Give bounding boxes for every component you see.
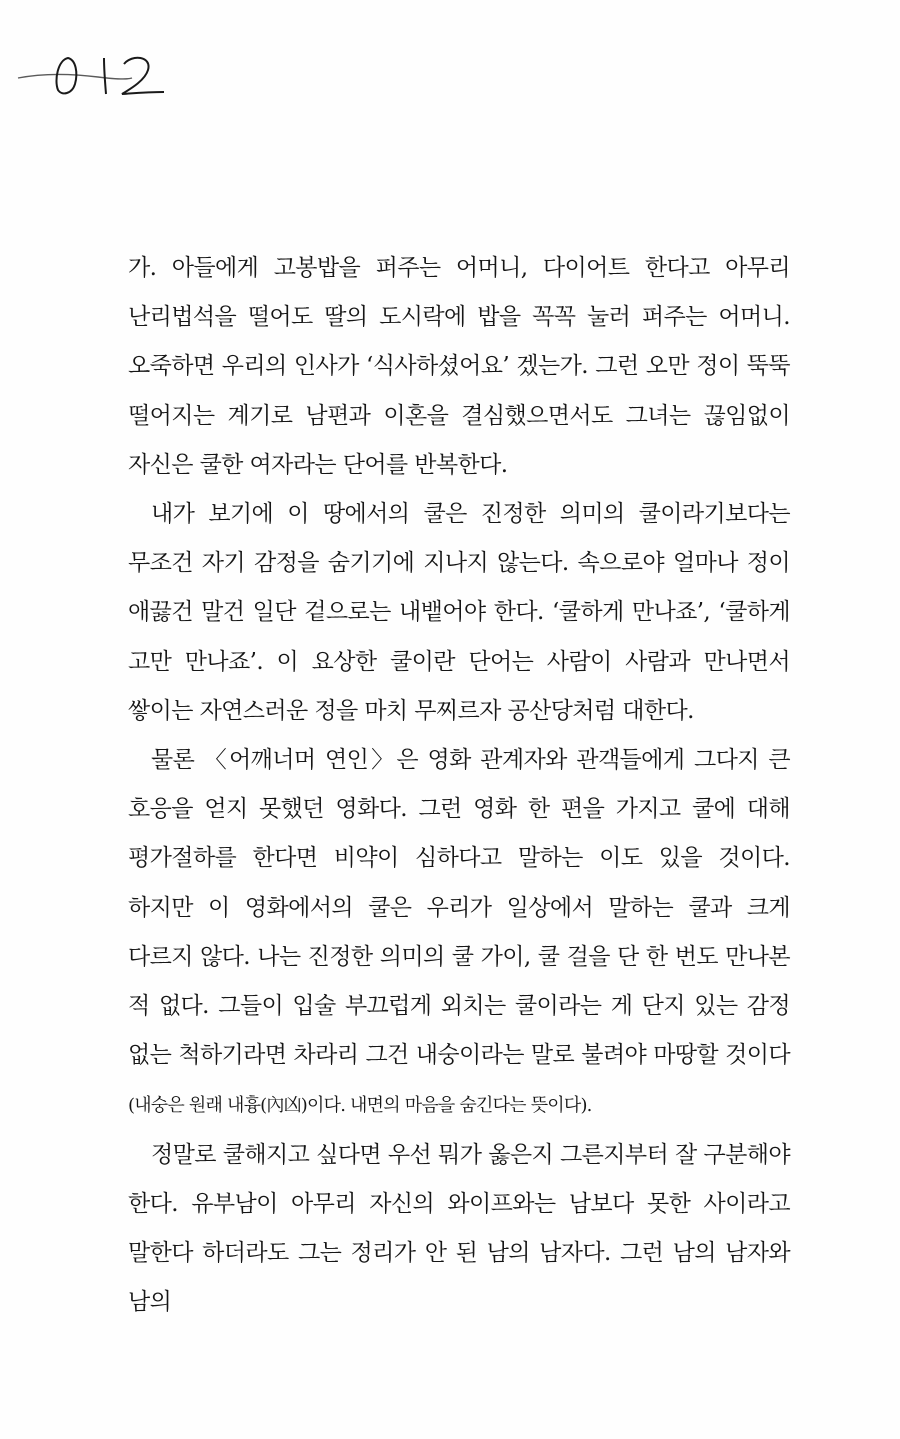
- paragraph-2: 내가 보기에 이 땅에서의 쿨은 진정한 의미의 쿨이라기보다는 무조건 자기 감정을 숨기기에 지나지 않는다. 속으로야 얼마나 정이 애끓건 말건 일단 겉으로는 내뱉어야 한다. ‘쿨하게 만나죠’, ‘쿨하게 고만 만나죠’. 이 요상한 쿨이란 단어는 사람이 사람과 만나면서 쌓이는 자연스러운 정을 마치 무찌르자 공산당처럼 대한다.: [128, 501, 790, 724]
- paragraph-4: 정말로 쿨해지고 싶다면 우선 뭐가 옳은지 그른지부터 잘 구분해야 한다. 유부남이 아무리 자신의 와이프와는 남보다 못한 사이라고 말한다 하더라도 그는 정리가 안 된 남의 남자다. 그런 남의 남자와 남의: [128, 1141, 790, 1316]
- paragraph-3: [128, 736, 790, 1131]
- paragraph-3-text: 물론 〈어깨너머 연인〉은 영화 관계자와 관객들에게 그다지 큰 호응을 얻지 못했던 영화다. 그런 영화 한 편을 가지고 쿨에 대해 평가절하를 한다면 비약이 심하다고 말하는 이도 있을 것이다. 하지만 이 영화에서의 쿨은 우리가 일상에서 말하는 쿨과 크게 다르지 않다. 나는 진정한 의미의 쿨 가이, 쿨 걸을 단 한 번도 만나본 적 없다. 그들이 입술 부끄럽게 외치는 쿨이라는 게 단지 있는 감정 없는 척하기라면 차라리 그건 내숭이라는 말로 불려야 마땅할 것이다: [128, 747, 790, 1069]
- page-number: [14, 40, 174, 110]
- body-text: [128, 244, 790, 1327]
- footnote-inline: (내숭은 원래 내흉(內凶)이다. 내면의 마음을 숨긴다는 뜻이다).: [128, 1095, 592, 1117]
- paragraph-1: 가. 아들에게 고봉밥을 퍼주는 어머니, 다이어트 한다고 아무리 난리법석을 떨어도 딸의 도시락에 밥을 꼭꼭 눌러 퍼주는 어머니. 오죽하면 우리의 인사가 ‘식사하셨어요’ 겠는가. 그런 오만 정이 뚝뚝 떨어지는 계기로 남편과 이혼을 결심했으면서도 그녀는 끊임없이 자신은 쿨한 여자라는 단어를 반복한다.: [128, 255, 790, 478]
